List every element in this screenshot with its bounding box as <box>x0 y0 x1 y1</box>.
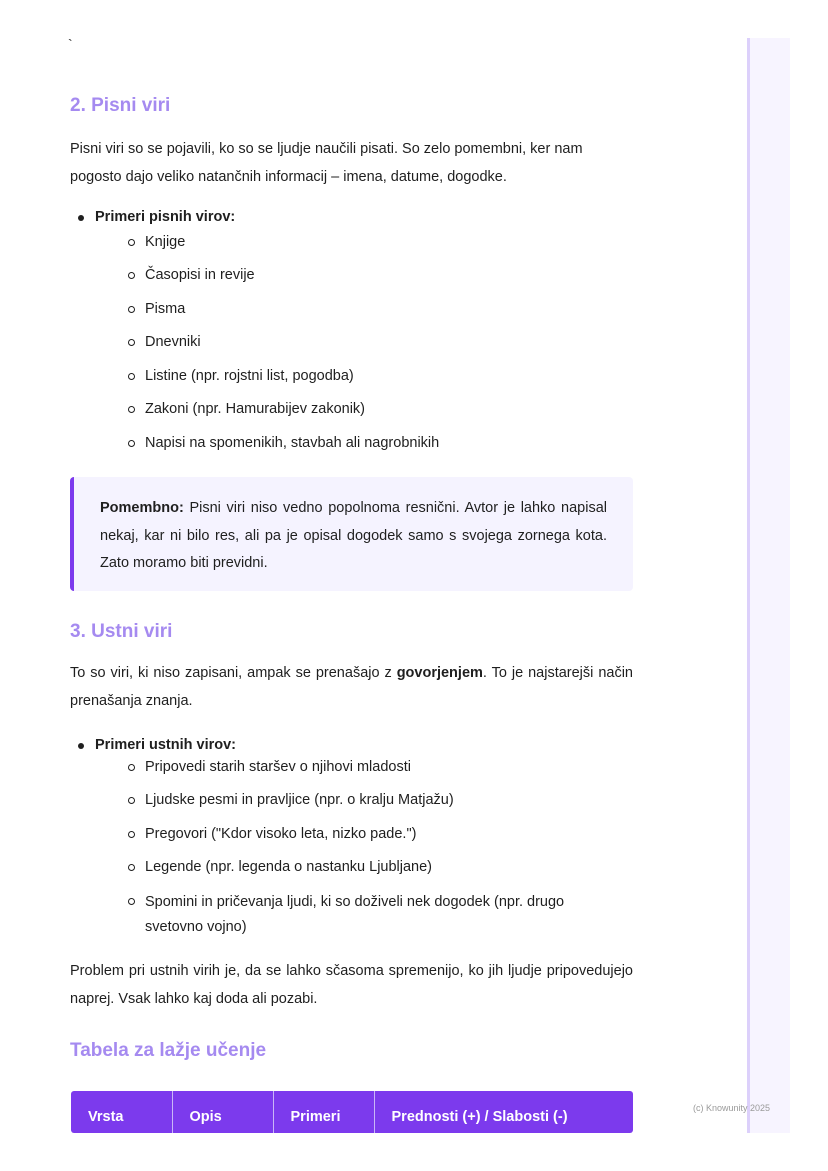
section-3-intro <box>70 660 633 715</box>
table-header-cell: Opis <box>172 1091 273 1133</box>
table-header-cell: Primeri <box>273 1091 374 1133</box>
learning-table <box>71 1091 633 1133</box>
written-sources-list <box>70 204 633 465</box>
list-item: Pisma <box>95 298 633 321</box>
table-header-cell: Vrsta <box>71 1091 172 1133</box>
list-heading-label: Primeri pisnih virov: <box>95 209 236 225</box>
callout-text: Pisni viri niso vedno popolnoma resnični. Avtor je lahko napisal nekaj, kar ni bilo res, ali pa je opisal dogodek samo s svojega zornega kota. Zato moramo biti previdni. <box>100 500 607 571</box>
list-item: Listine (npr. rojstni list, pogodba) <box>95 365 633 388</box>
important-callout <box>70 477 633 591</box>
list-item: Spomini in pričevanja ljudi, ki so doživeli nek dogodek (npr. drugo svetovno vojno) <box>95 890 605 940</box>
section-3-heading: 3. Ustni viri <box>70 621 173 642</box>
list-item: Ljudske pesmi in pravljice (npr. o kralju Matjažu) <box>95 789 633 812</box>
list-heading <box>70 732 633 940</box>
side-panel <box>747 38 790 1133</box>
callout-label: Pomembno: <box>100 500 184 516</box>
list-item: Zakoni (npr. Hamurabijev zakonik) <box>95 398 633 421</box>
section-2-heading: 2. Pisni viri <box>70 95 171 116</box>
intro-text: To so viri, ki niso zapisani, ampak se prenašajo z <box>70 665 397 681</box>
section-2-intro: Pisni viri so se pojavili, ko so se ljudje naučili pisati. So zelo pomembni, ker nam pogosto dajo veliko natančnih informacij – imena, datume, dogodke. <box>70 141 583 185</box>
table-header-cell: Prednosti (+) / Slabosti (-) <box>391 1109 568 1125</box>
table-heading: Tabela za lažje učenje <box>70 1040 267 1061</box>
list-heading-label: Primeri ustnih virov: <box>95 737 237 753</box>
table-header-row <box>71 1091 633 1133</box>
list-heading <box>70 204 633 455</box>
list-item: Knjige <box>95 231 633 254</box>
intro-text: . To je najstarejši način prenašanja znanja. <box>70 665 633 709</box>
list-item: Dnevniki <box>95 331 633 354</box>
list-item: Legende (npr. legenda o nastanku Ljubljane) <box>95 856 633 879</box>
list-item: Časopisi in revije <box>95 264 633 287</box>
intro-bold: govorjenjem <box>396 665 483 681</box>
list-item: Pregovori ("Kdor visoko leta, nizko pade.") <box>95 823 633 846</box>
section-3-outro: Problem pri ustnih virih je, da se lahko sčasoma spremenijo, ko jih ljudje pripovedujejo naprej. Vsak lahko kaj doda ali pozabi. <box>70 963 633 1007</box>
oral-sources-list <box>70 732 633 950</box>
stray-mark: ` <box>68 36 73 52</box>
copyright-footer: (c) Knowunity 2025 <box>693 1103 771 1113</box>
list-item: Napisi na spomenikih, stavbah ali nagrobnikih <box>95 432 633 455</box>
list-item: Pripovedi starih staršev o njihovi mladosti <box>95 756 633 779</box>
